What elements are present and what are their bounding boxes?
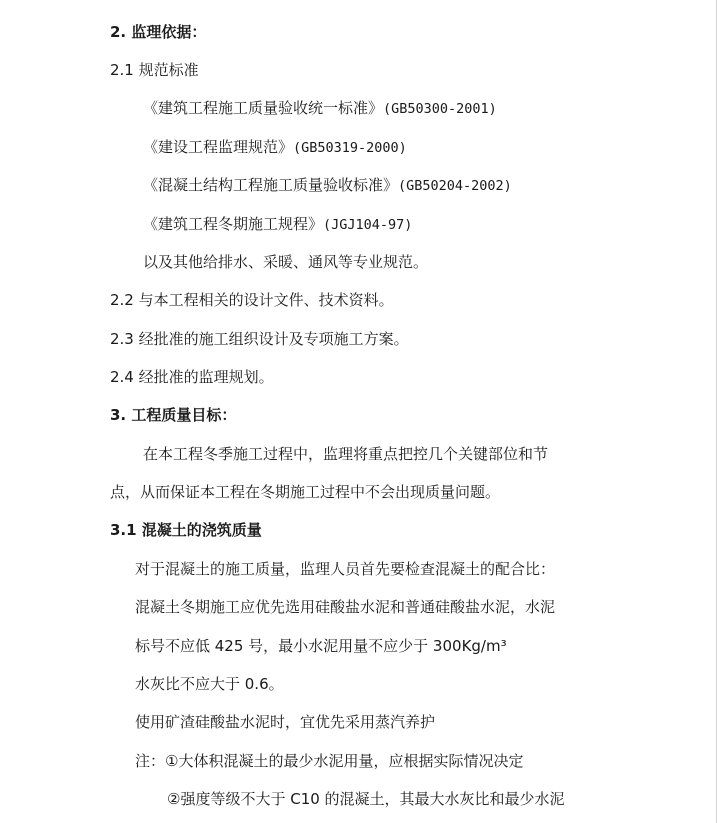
paragraph-line: 水灰比不应大于 0.6。 xyxy=(135,675,284,693)
standard-code: (GB50319-2000) xyxy=(293,140,407,156)
paragraph-line: 对于混凝土的施工质量，监理人员首先要检查混凝土的配合比： xyxy=(135,560,556,578)
standard-name: 《建设工程监理规范》 xyxy=(143,138,294,156)
section-2-3: 2.3 经批准的施工组织设计及专项施工方案。 xyxy=(110,330,409,348)
note-line: ②强度等级不大于 C10 的混凝土，其最大水灰比和最少水泥 xyxy=(167,790,565,808)
paragraph-line: 使用矿渣硅酸盐水泥时，宜优先采用蒸汽养护 xyxy=(135,713,436,731)
other-standards: 以及其他给排水、采暖、通风等专业规范。 xyxy=(143,253,429,271)
section-2-1-title: 2.1 规范标准 xyxy=(110,61,199,79)
standard-name: 《混凝土结构工程施工质量验收标准》 xyxy=(143,176,399,194)
standard-item xyxy=(143,214,412,235)
standard-code: (GB50300-2001) xyxy=(383,101,497,117)
section-3-intro-line1: 在本工程冬季施工过程中，监理将重点把控几个关键部位和节 xyxy=(143,445,549,463)
section-3-1-title: 3.1 混凝土的浇筑质量 xyxy=(110,521,262,539)
paragraph-line: 标号不应低 425 号，最小水泥用量不应少于 300Kg/m³ xyxy=(135,637,507,655)
section-2-2: 2.2 与本工程相关的设计文件、技术资料。 xyxy=(110,291,394,309)
standard-name: 《建筑工程冬期施工规程》 xyxy=(143,215,324,233)
section-3-heading: 3. 工程质量目标： xyxy=(110,406,237,424)
standard-item xyxy=(143,137,407,158)
standard-item xyxy=(143,98,497,119)
section-2-heading: 2. 监理依据： xyxy=(110,23,207,41)
standard-code: (GB50204-2002) xyxy=(398,178,512,194)
note-line: 注：①大体积混凝土的最少水泥用量，应根据实际情况决定 xyxy=(135,752,524,770)
section-3-intro-line2: 点，从而保证本工程在冬期施工过程中不会出现质量问题。 xyxy=(110,483,501,501)
standard-item xyxy=(143,175,512,196)
standard-name: 《建筑工程施工质量验收统一标准》 xyxy=(143,99,384,117)
standard-code: (JGJ104-97) xyxy=(323,217,413,233)
paragraph-line: 混凝土冬期施工应优先选用硅酸盐水泥和普通硅酸盐水泥，水泥 xyxy=(135,598,556,616)
section-2-4: 2.4 经批准的监理规划。 xyxy=(110,368,274,386)
